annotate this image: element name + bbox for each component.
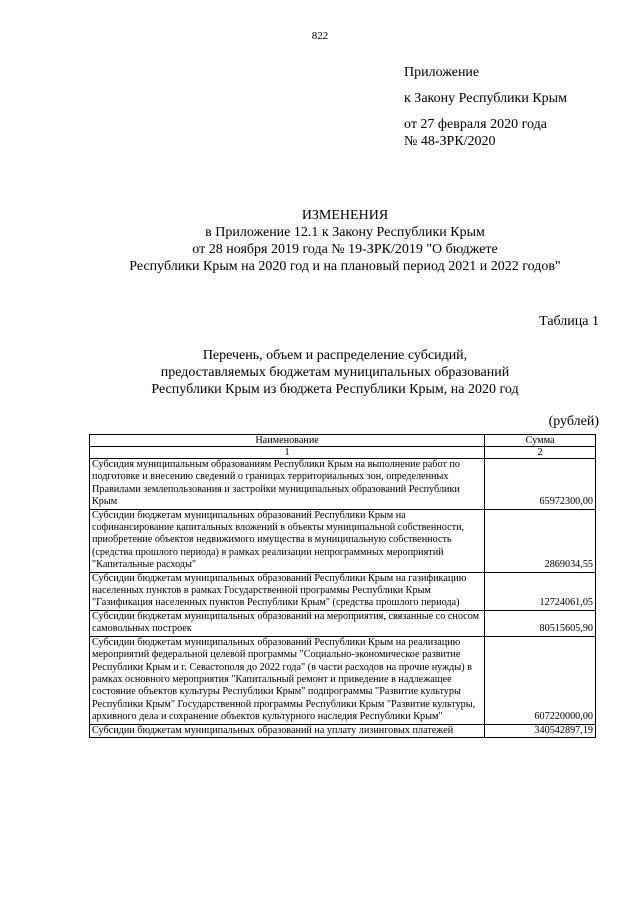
title-heading: ИЗМЕНЕНИЯ xyxy=(301,208,389,223)
appendix-line-4: № 48-ЗРК/2020 xyxy=(404,134,496,149)
table-row xyxy=(90,509,596,572)
table-title xyxy=(60,347,610,398)
appendix-line-1: Приложение xyxy=(404,65,480,80)
row-name: Субсидии бюджетам муниципальных образований Республики Крым на реализацию мероприятий федеральной целевой программы "Социально-экономическое развитие Республики Крым и г. Севастополя до 2022 года" (в части расходов на прочие нужды) в рамках основного мероприятия "Капитальный ремонт и приведение в надлежащее состояние объектов культуры Республики Крым" подпрограммы "Развитие культуры Республики Крым" Государственной программы Республики Крым "Развитие культуры, архивного дела и сохранение объектов культурного наследия Республики Крым" xyxy=(90,636,485,724)
row-sum: 65972300,00 xyxy=(485,459,596,510)
header-name: Наименование xyxy=(90,435,485,447)
appendix-line-2: к Закону Республики Крым xyxy=(404,91,567,106)
header-sum: Сумма xyxy=(485,435,596,447)
row-name: Субсидии бюджетам муниципальных образований Республики Крым на софинансирование капитальных вложений в объекты муниципальной собственности, приобретение объектов недвижимого имущества в муниципальную собственность (средства прошлого периода) в рамках реализации непрограммных мероприятий "Капитальные расходы" xyxy=(90,509,485,572)
table-row xyxy=(90,636,596,724)
units-label: (рублей) xyxy=(548,414,599,429)
row-name: Субсидии бюджетам муниципальных образований на уплату лизинговых платежей xyxy=(90,724,485,737)
row-sum: 80515605,90 xyxy=(485,610,596,636)
row-name: Субсидии бюджетам муниципальных образований на мероприятия, связанные со сносом самовольных построек xyxy=(90,610,485,636)
table-title-line-3: Республики Крым из бюджета Республики Крым, на 2020 год xyxy=(151,382,519,397)
table-row xyxy=(90,459,596,510)
title-line-2: от 28 ноября 2019 года № 19-ЗРК/2019 "О бюджете xyxy=(192,242,498,257)
appendix-line-3: от 27 февраля 2020 года xyxy=(404,117,547,132)
table-title-line-1: Перечень, объем и распределение субсидий, xyxy=(202,348,468,363)
table-row xyxy=(90,724,596,737)
row-name: Субсидии бюджетам муниципальных образований Республики Крым на газификацию населенных пунктов в рамках Государственной программы Республики Крым "Газификация населенных пунктов Республики Крым" (средства прошлого периода) xyxy=(90,572,485,610)
row-name: Субсидия муниципальным образованиям Республики Крым на выполнение работ по подготовке и внесению сведений о границах территориальных зон, определенных Правилами землепользования и застройки муниципальных образований Республики Крым xyxy=(90,459,485,510)
page-number: 822 xyxy=(311,30,329,42)
row-sum: 340542897,19 xyxy=(485,724,596,737)
row-sum: 12724061,05 xyxy=(485,572,596,610)
row-sum: 607220000,00 xyxy=(485,636,596,724)
title-line-1: в Приложение 12.1 к Закону Республики Крым xyxy=(205,225,485,240)
table-title-line-2: предоставляемых бюджетам муниципальных образований xyxy=(160,365,510,380)
document-title xyxy=(60,207,630,275)
column-number-2: 2 xyxy=(485,447,596,459)
row-sum: 2869034,55 xyxy=(485,509,596,572)
table-row xyxy=(90,572,596,610)
title-line-3: Республики Крым на 2020 год и на плановый период 2021 и 2022 годов" xyxy=(129,259,561,274)
column-number-1: 1 xyxy=(90,447,485,459)
column-number-row xyxy=(90,447,596,459)
table-row xyxy=(90,610,596,636)
table-label: Таблица 1 xyxy=(539,314,599,329)
table-header-row xyxy=(90,435,596,447)
subsidies-table xyxy=(89,434,596,738)
